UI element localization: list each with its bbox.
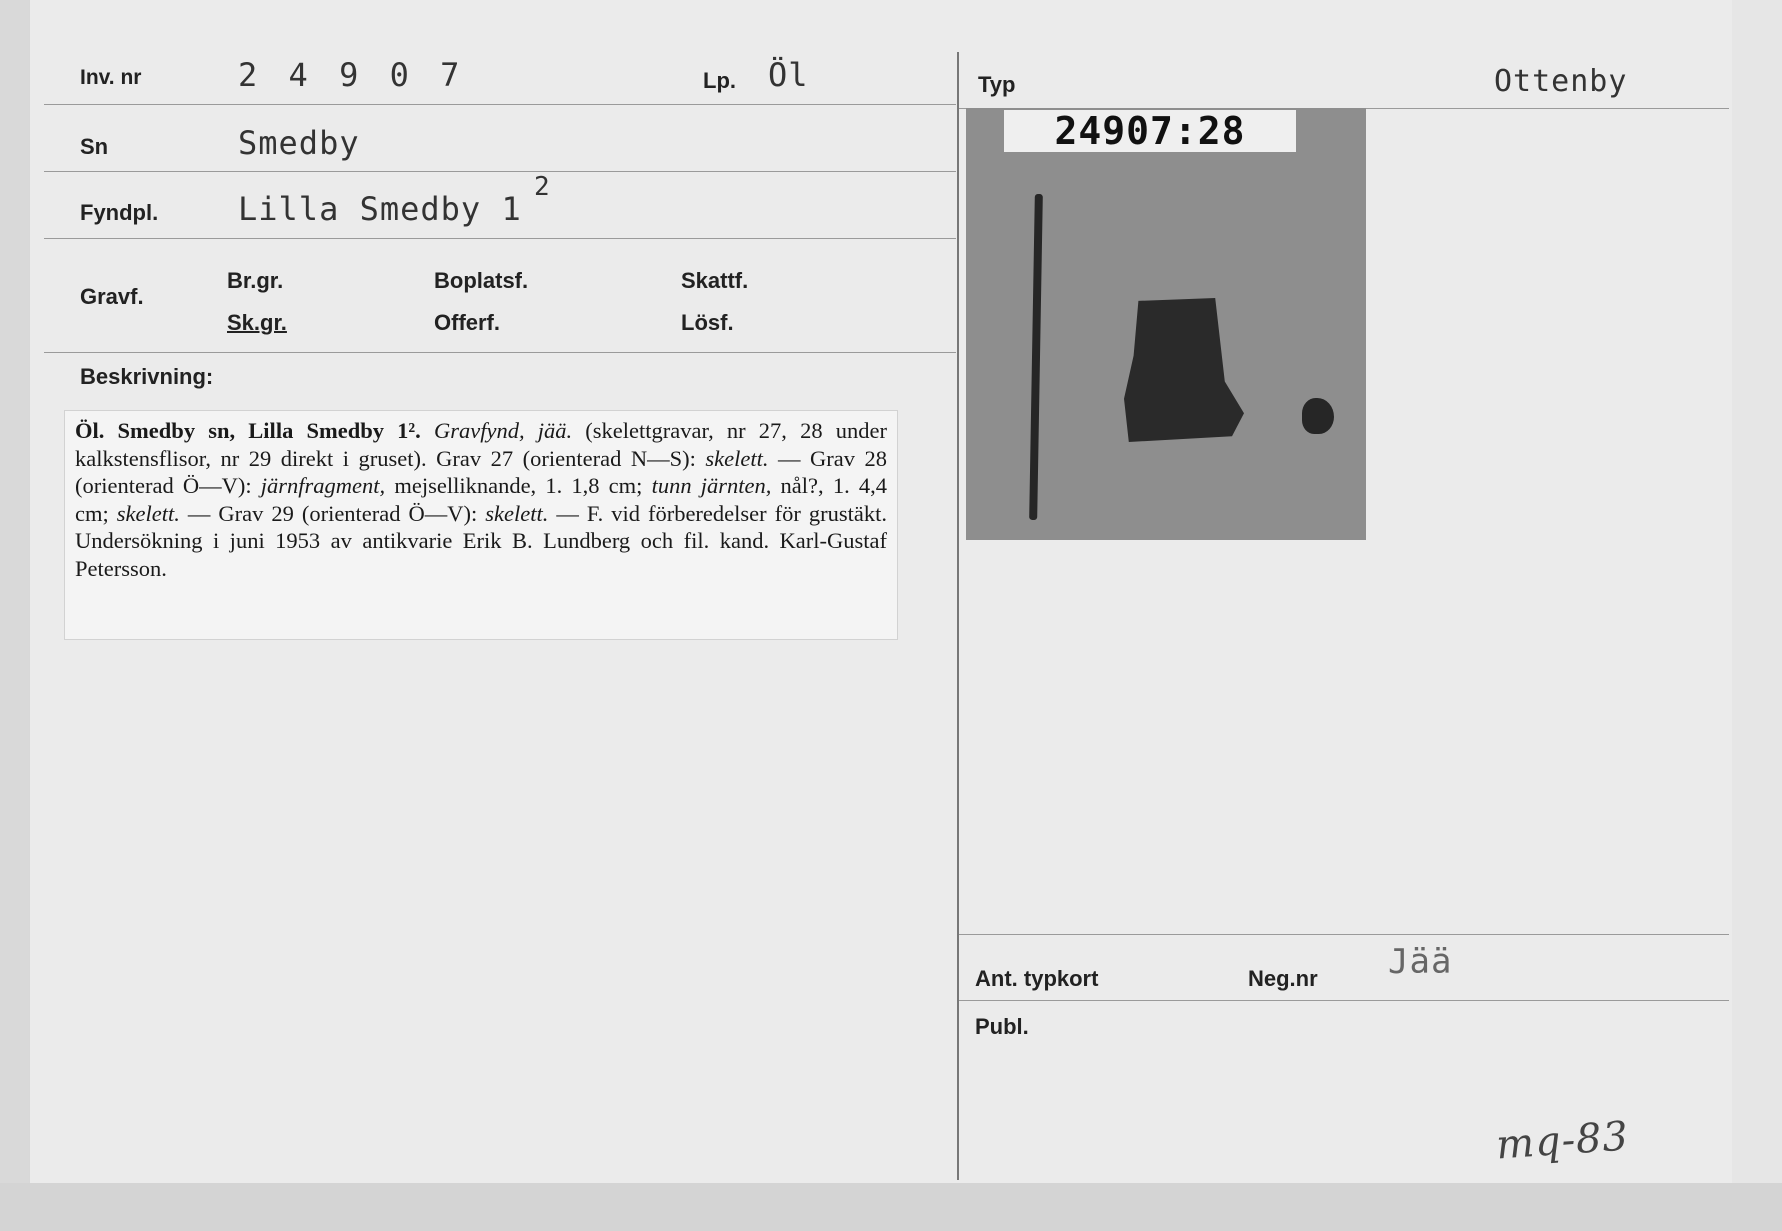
rule-gravf (44, 352, 956, 353)
photo-inventory-label: 24907:28 (1004, 110, 1296, 152)
ant-typkort-label: Ant. typkort (975, 966, 1099, 991)
description-text-3: mejselliknande, 1. 1,8 cm; (385, 473, 652, 498)
publ-label: Publ. (975, 1014, 1029, 1039)
artifact-photo (966, 108, 1366, 540)
description-heading: Öl. Smedby sn, Lilla Smedby 1². (75, 418, 421, 443)
description-text-4: nål?, 1. 4,4 cm; (75, 473, 887, 526)
rule-publ (959, 1000, 1729, 1001)
beskrivning-label: Beskrivning: (80, 364, 214, 389)
lp-label: Lp. (703, 68, 736, 93)
typ-value: Ottenby (1494, 64, 1628, 99)
losf-label: Lösf. (681, 310, 734, 335)
inv-nr-value: 2 4 9 0 7 (238, 56, 466, 94)
sn-label: Sn (80, 134, 109, 159)
offerf-label: Offerf. (434, 310, 500, 335)
sk-gr-label: Sk.gr. (227, 310, 287, 335)
sn-value: Smedby (238, 124, 360, 162)
description-italic-1: Gravfynd, jää. (433, 418, 573, 443)
description-italic-2: skelett. (705, 445, 769, 471)
rule-sn (44, 171, 956, 172)
br-gr-label: Br.gr. (227, 268, 284, 293)
description-clipping (64, 410, 898, 640)
rule-inv (44, 104, 956, 105)
inv-nr-label: Inv. nr (80, 66, 142, 89)
typ-label: Typ (978, 72, 1016, 97)
neg-nr-label: Neg.nr (1248, 966, 1318, 991)
description-text (65, 411, 897, 582)
iron-chisel-fragment (1124, 298, 1244, 442)
rule-fyndpl (44, 238, 956, 239)
fyndpl-value: Lilla Smedby 1 (238, 190, 522, 228)
description-italic-6: skelett. (485, 500, 549, 526)
scan-right-margin (1732, 0, 1782, 1231)
gravf-label: Gravf. (80, 284, 144, 309)
skattf-label: Skattf. (681, 268, 749, 293)
description-text-5: — Grav 29 (orienterad Ö—V): (179, 500, 486, 526)
neg-nr-value: Jää (1388, 942, 1453, 982)
fyndpl-label: Fyndpl. (80, 200, 159, 225)
iron-needle-fragment (1029, 194, 1043, 520)
handwritten-signature: mq-83 (1494, 1113, 1631, 1169)
boplatsf-label: Boplatsf. (434, 268, 529, 293)
description-text-2: — Grav 28 (orienterad Ö—V): (75, 445, 887, 498)
lp-value: Öl (768, 56, 809, 94)
description-text-6: — F. vid förberedelser för grustäkt. Undersökning i juni 1953 av antikvarie Erik B. Lundberg och fil. kand. Karl-Gustaf Petersson. (75, 500, 887, 581)
fyndpl-superscript: 2 (534, 172, 551, 202)
scan-left-margin (0, 0, 30, 1231)
description-italic-5: skelett. (116, 500, 180, 526)
description-italic-4: tunn järnten, (651, 473, 772, 498)
description-text-1: (skelettgravar, nr 27, 28 under kalkstensflisor, nr 29 direkt i gruset). Grav 27 (orienterad N—S): (75, 418, 887, 471)
small-iron-fragment (1302, 398, 1334, 434)
description-italic-3: järnfragment, (260, 473, 386, 498)
column-divider (957, 52, 959, 1180)
rule-ant-typkort (959, 934, 1729, 935)
scan-bottom-margin (0, 1183, 1782, 1231)
